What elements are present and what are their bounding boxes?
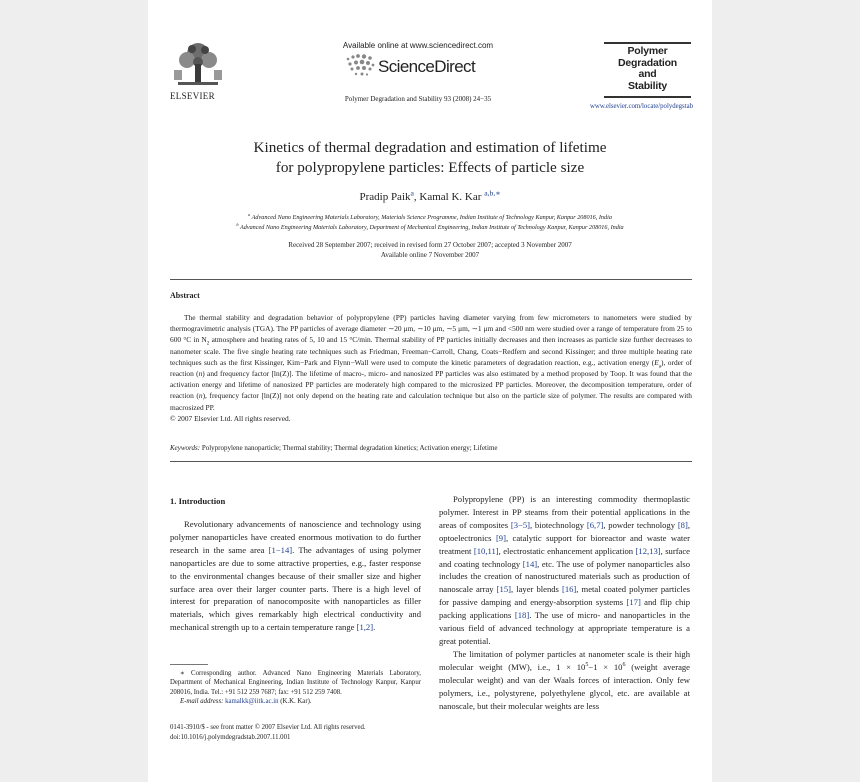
title-line: for polypropylene particles: Effects of particle size: [275, 159, 585, 176]
abstract-heading: Abstract: [170, 291, 200, 300]
journal-url-link[interactable]: www.elsevier.com/locate/polydegstab: [590, 103, 693, 110]
elsevier-tree-icon: [172, 40, 224, 90]
intro-right-column: Polypropylene (PP) is an interesting commodity thermoplastic polymer. Interest in PP steams from their potential applications in the areas of composites [3−5], biotechnology [6,7], powder technology [8], optoelectronics [9], catalytic support for bioreactor and waste water treatment [10,11], electrostatic enhancement application [12,13], surface and coating technology [14], etc. The use of polymer nanoparticles also includes the creation of nanostructured materials such as production of nanoscale array [15], layer blends [16], metal coated polymer particles for passive damping and energy-absorption systems [17] and flip chip packing applications [18]. The use of micro- and nanoparticles in the various field of advanced technology at appropriate temperature is a great potential. The limitation of polymer particles at nanometer scale is their high molecular weight (MW), i.e., $1 \times 10^5-1 \times 10^6$ (weight average molecular weight) and van der Waals forces of interaction. Only few polymers, i.e., polystyrene, polyethylene glycol, etc. are available at nanoscale, but their molecular weights are less: [439, 494, 691, 711]
journal-logo-line: Stability: [627, 79, 668, 92]
sciencedirect-wordmark: ScienceDirect: [378, 57, 476, 76]
divider: [170, 461, 692, 462]
copyright-line: © 2007 Elsevier Ltd. All rights reserved.: [170, 413, 291, 423]
received-dates: Received 28 September 2007; received in revised form 27 October 2007; accepted 3 November 2007: [288, 241, 572, 249]
journal-citation: Polymer Degradation and Stability 93 (2008) 24−35: [344, 95, 492, 103]
available-online-text: Available online at www.sciencedirect.com: [342, 41, 494, 50]
journal-logo-line: Degradation: [617, 56, 678, 69]
citation-link[interactable]: [16]: [561, 584, 577, 595]
divider: [170, 279, 692, 280]
affiliation-mark[interactable]: a,b,∗: [484, 188, 501, 198]
email-link[interactable]: kamalkk@iitk.ac.in: [225, 698, 279, 706]
elsevier-logo: [170, 40, 226, 102]
citation-link[interactable]: [9]: [495, 532, 506, 543]
journal-logo-line: Polymer: [627, 45, 668, 57]
keywords-list: Polypropylene nanoparticle; Thermal stability; Thermal degradation kinetics; Activation energy; Lifetime: [200, 444, 498, 452]
intro-left-column: Revolutionary advancements of nanoscience and technology using polymer nanoparticles have created enormous motivation to do further research in the same area [1−14]. The advantages of using polymer nanoparticles are due to some attractive properties, e.g., faster response to the environmental changes because of their smaller size and higher surface area over their larger counter parts. There is a high level of interest for preparation of nanocomposite with nanoparticles as filler materials, which gives remarkably high electrical conductivity and mechanical strength up to a certain temperature range [1,2].: [170, 519, 421, 633]
doi-line[interactable]: doi:10.1016/j.polymdegradstab.2007.11.001: [170, 734, 291, 741]
affiliation-mark[interactable]: a: [410, 188, 414, 198]
authors: [188, 188, 672, 203]
citation-link[interactable]: [8]: [677, 519, 688, 530]
keywords-label: Keywords:: [170, 444, 201, 452]
keywords: [170, 444, 692, 452]
affiliation-a: $^a$ Advanced Nano Engineering Materials Laboratory, Materials Science Programme, Indian Institute of Technology Kanpur, Kanpur 208016, India: [248, 211, 612, 221]
citation-link[interactable]: [1,2]: [356, 622, 374, 633]
citation-link[interactable]: [15]: [496, 584, 511, 595]
author-separator: ,: [413, 191, 420, 203]
section-heading: 1. Introduction: [170, 496, 226, 506]
journal-logo: [604, 42, 691, 98]
citation-link[interactable]: [12,13]: [635, 545, 661, 556]
citation-link[interactable]: [1−14]: [268, 544, 293, 555]
corresponding-author-footnote: ∗ Corresponding author. Advanced Nano Engineering Materials Laboratory, Department of Mechanical Engineering, Indian Institute of Technology Kanpur, Kanpur 208016, India. Tel.: +91 512 259 7687; fax: +91 512 259 7408. E-mail address: kamalkk@iitk.ac.in (K.K. Kar).: [170, 670, 421, 706]
author-name: Pradip Paik: [359, 191, 411, 203]
article-page: [148, 0, 712, 782]
journal-logo-line: and: [638, 68, 657, 80]
affiliations: [162, 213, 698, 233]
title-line: Kinetics of thermal degradation and estimation of lifetime: [253, 139, 607, 156]
issn-line: 0141-3910/$ - see front matter © 2007 Elsevier Ltd. All rights reserved.: [170, 724, 366, 731]
citation-link[interactable]: [6,7]: [586, 519, 604, 530]
article-title: [188, 138, 672, 178]
affiliation-b: $^b$ Advanced Nano Engineering Materials Laboratory, Department of Mechanical Engineering, Indian Institute of Technology Kanpur, Kanpur 208016, India: [236, 221, 624, 231]
sciencedirect-dots-icon: [344, 54, 376, 78]
citation-link[interactable]: [3−5]: [510, 519, 530, 530]
citation-link[interactable]: [18]: [514, 610, 530, 621]
footnote-divider: [170, 664, 208, 665]
citation-link[interactable]: [17]: [626, 597, 641, 608]
sciencedirect-logo: [344, 54, 504, 82]
citation-link[interactable]: [14]: [522, 558, 538, 569]
available-date: Available online 7 November 2007: [380, 251, 480, 259]
abstract-body: The thermal stability and degradation behavior of polypropylene (PP) particles having diameter varying from few micrometers to nanometers were studied by thermogravimetric analysis (TGA). The PP particles of average diameter ∼20 μm, ∼10 μm, ∼5 μm, ∼1 μm and <500 nm were studied over a range of temperature from 25 to 600 °C in $N_2$ atmosphere and heating rates of 5, 10 and 15 °C/min. Thermal stability of PP particles initially decreases and then increases as particle size further decreases to nanometer scale. The five single heating rate techniques such as Friedman, Freeman−Carroll, Chang, Coats−Redfern and second Kissinger; and three multiple heating rate techniques such as the first Kissinger, Kim−Park and Flynn−Wall were used to compute the kinetic parameters of degradation reaction, e.g., activation energy $(E_a)$, order of reaction (n) and frequency factor [ln(Z)]. The lifetime of macro-, micro- and nanosized PP particles was also estimated by a method proposed by Toop. It was found that the activation energy and lifetime of nanosized PP particles are moderately high compared to the microsized PP particles. Moreover, the decomposition temperature, order of reaction (n), frequency factor [ln(Z)] not only depend on the heating rate and calculation technique but also on the particle size of polymer. The results are compared with macrosized PP. © 2007 Elsevier Ltd. All rights reserved.: [170, 313, 693, 423]
elsevier-wordmark: ELSEVIER: [170, 91, 215, 101]
article-dates: [188, 240, 672, 260]
author-name: Kamal K. Kar: [419, 191, 482, 203]
citation-link[interactable]: [10,11]: [473, 545, 499, 556]
